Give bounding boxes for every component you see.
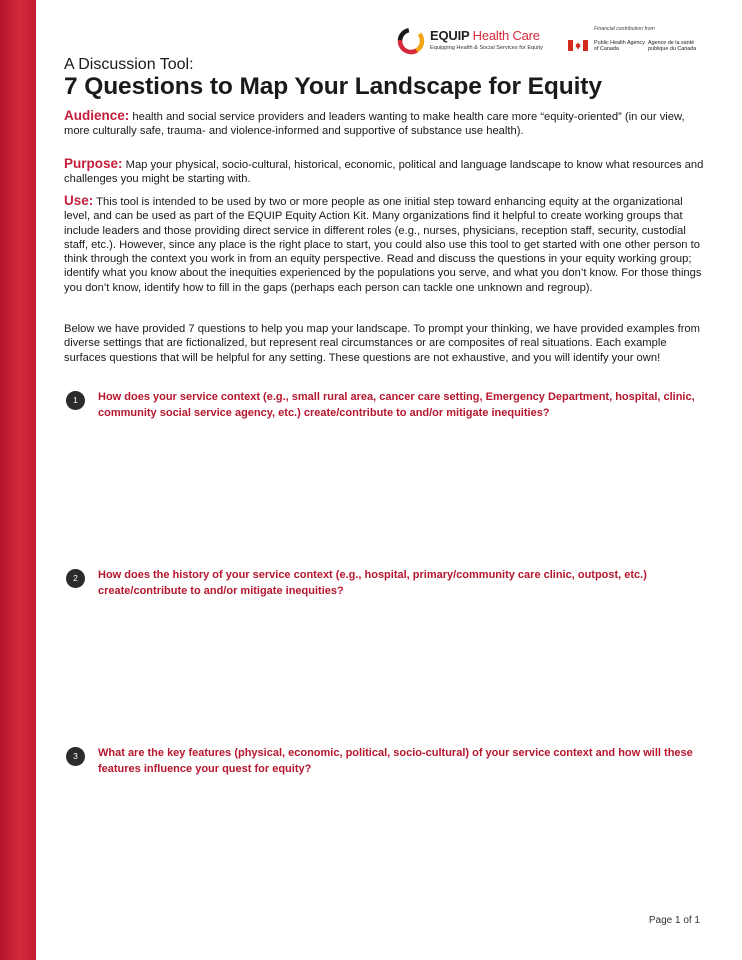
intro-paragraph: Below we have provided 7 questions to help you map your landscape. To prompt your thinking, we have provided examples from diverse settings that are fictionalized, but represent real circumstances or are composites of real situations. Each example surfaces questions that will be helpful for any setting. These questions are not exhaustive, and you will identify your own! <box>64 323 700 364</box>
side-accent-bar <box>0 0 36 960</box>
phac-funder-logo <box>566 26 716 60</box>
question-text: What are the key features (physical, economic, political, socio-cultural) of your service context and how will these features influence your quest for equity? <box>98 747 693 775</box>
equip-tagline: Equipping Health & Social Services for Equity <box>430 45 543 51</box>
audience-label: Audience: <box>64 108 130 123</box>
audience-text: health and social service providers and leaders wanting to make health care more “equity-oriented” (in our view, more culturally safe, trauma- and violence-informed and supportive of substance use health). <box>64 111 685 138</box>
question-number-badge: 1 <box>66 391 85 410</box>
document-title: 7 Questions to Map Your Landscape for Equity <box>64 73 602 100</box>
equip-ring-icon <box>396 26 426 56</box>
document-subtitle: A Discussion Tool: <box>64 56 194 73</box>
phac-name-french: Agence de la santé publique du Canada <box>648 40 697 53</box>
use-paragraph <box>64 194 704 295</box>
page-number: Page 1 of 1 <box>648 915 700 926</box>
equip-health-care-logo <box>396 24 546 58</box>
equip-brand-name: EQUIP Health Care <box>430 28 540 43</box>
question-number-badge: 2 <box>66 569 85 588</box>
use-label: Use: <box>64 193 94 208</box>
contribution-label: Financial contribution from <box>594 26 655 32</box>
canada-flag-icon <box>568 40 588 51</box>
purpose-label: Purpose: <box>64 156 123 171</box>
question-number-badge: 3 <box>66 747 85 766</box>
purpose-paragraph <box>64 157 704 187</box>
use-text: This tool is intended to be used by two or more people as one initial step toward enhancing equity at the organizational level, and can be used as part of the EQUIP Equity Action Kit. Many organizations find it helpful to create working groups that include leaders and those providing direct service in different roles (e.g., nurses, physicians, reception staff, security, custodial staff, etc.). However, since any place is the right place to start, you could also use this tool to get started with one other person to think through the context you work in from an equity perspective. Read and discuss the questions in your equity working group; identify what you know about the inequities experienced by the populations you serve, and what you don’t know. For those things you don’t know, identify how to fill in the gaps (perhaps each person can tackle one unknown and regroup). <box>64 196 702 294</box>
phac-name-english: Public Health Agency of Canada <box>594 40 645 53</box>
question-text: How does your service context (e.g., small rural area, cancer care setting, Emergency Department, hospital, clinic, community social service agency, etc.) create/contribute to and/or mitigate inequities? <box>98 391 695 419</box>
purpose-text: Map your physical, socio-cultural, historical, economic, political and language landscape to know what resources and challenges you might be starting with. <box>64 159 704 186</box>
audience-paragraph <box>64 109 704 139</box>
question-text: How does the history of your service context (e.g., hospital, primary/community care clinic, outpost, etc.) create/contribute to and/or mitigate inequities? <box>98 569 647 597</box>
